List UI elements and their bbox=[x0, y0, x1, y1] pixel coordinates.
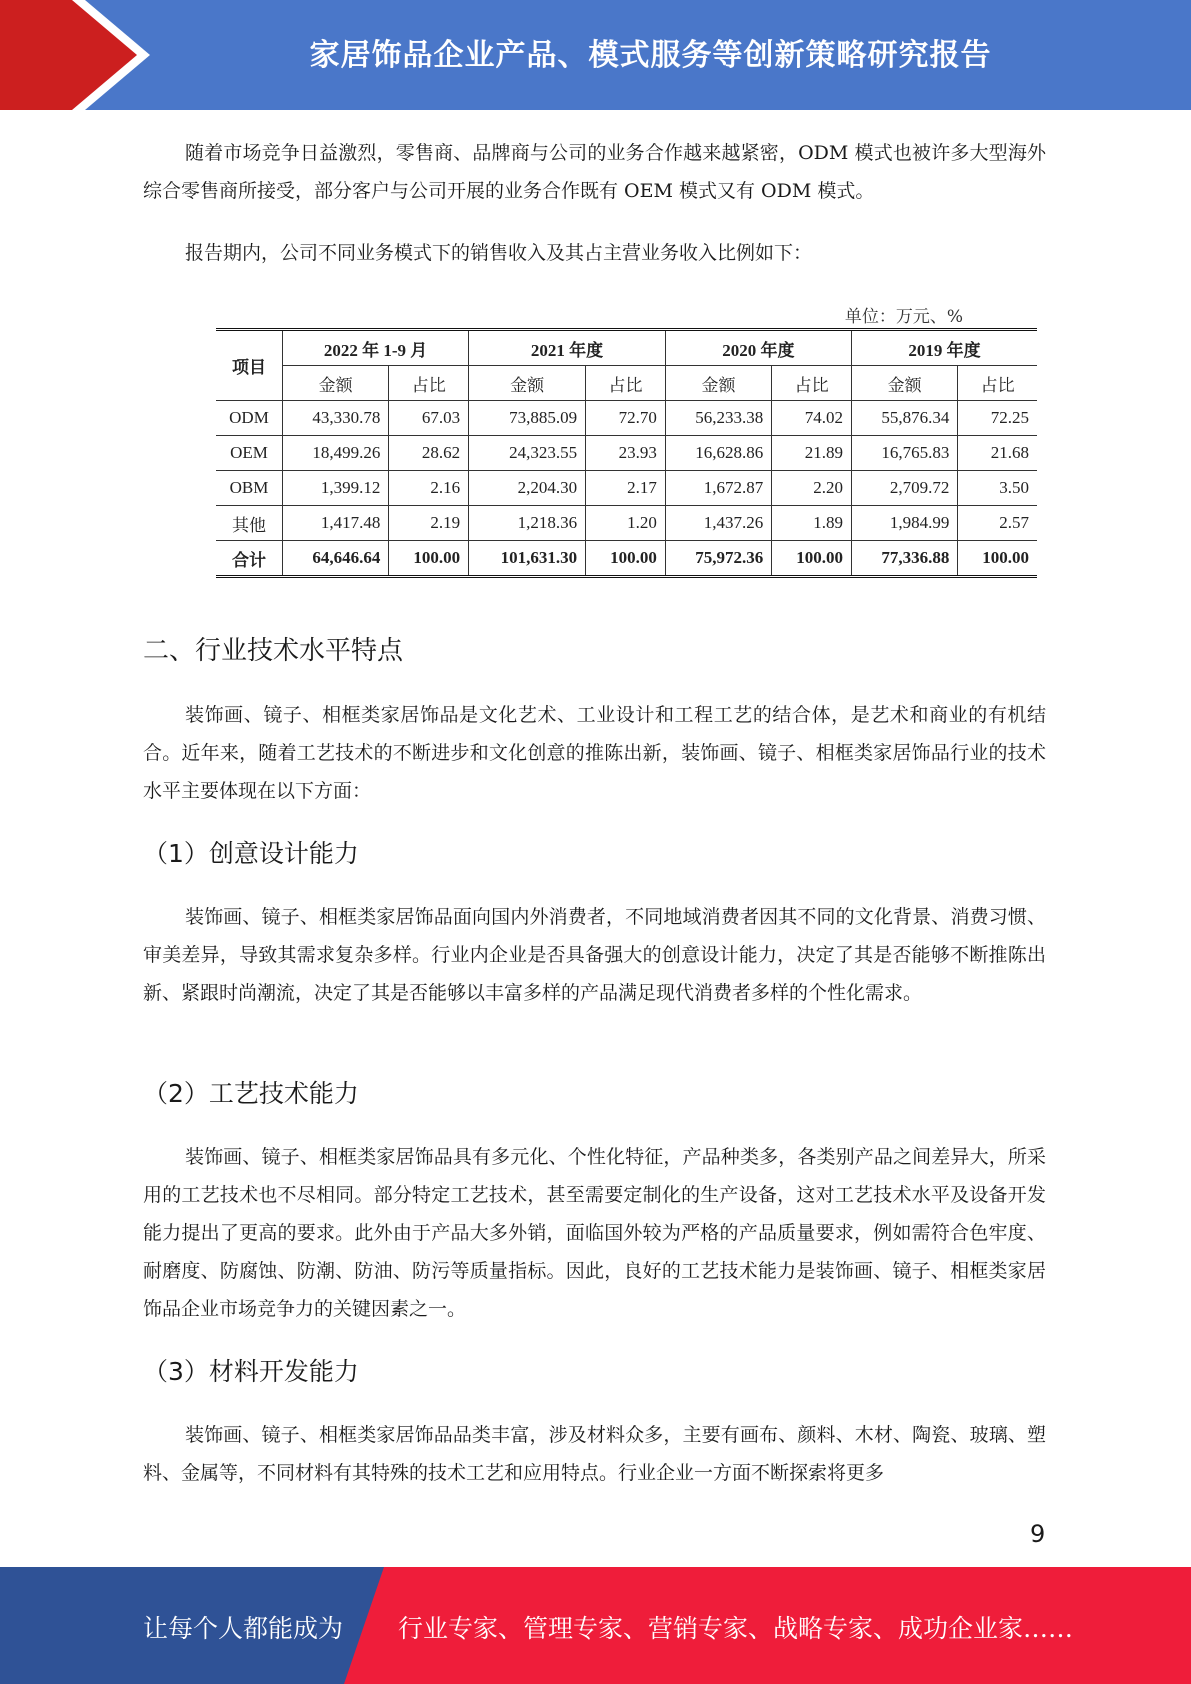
table-cell: 100.00 bbox=[389, 541, 469, 577]
subsection-heading: （3）材料开发能力 bbox=[143, 1357, 359, 1386]
row-label: OEM bbox=[216, 436, 283, 471]
table-cell: 28.62 bbox=[389, 436, 469, 471]
share-header: 占比 bbox=[958, 366, 1037, 401]
subsection-paragraph: 装饰画、镜子、相框类家居饰品面向国内外消费者，不同地域消费者因其不同的文化背景、消费习惯、审美差异，导致其需求复杂多样。行业内企业是否具备强大的创意设计能力，决定了其是否能够不断推陈出新、紧跟时尚潮流，决定了其是否能够以丰富多样的产品满足现代消费者多样的个性化需求。 bbox=[143, 906, 1046, 1004]
table-cell: 21.68 bbox=[958, 436, 1037, 471]
table-cell: 16,628.86 bbox=[665, 436, 771, 471]
table-cell: 64,646.64 bbox=[283, 541, 389, 577]
table-cell: 1,417.48 bbox=[283, 506, 389, 541]
table-cell: 55,876.34 bbox=[851, 401, 957, 436]
table-cell: 23.93 bbox=[586, 436, 666, 471]
share-header: 占比 bbox=[586, 366, 666, 401]
period-header: 2020 年度 bbox=[665, 330, 851, 366]
subsection-paragraph: 装饰画、镜子、相框类家居饰品品类丰富，涉及材料众多，主要有画布、颜料、木材、陶瓷、玻璃、塑料、金属等，不同材料有其特殊的技术工艺和应用特点。行业企业一方面不断探索将更多 bbox=[143, 1424, 1046, 1484]
amount-header: 金额 bbox=[469, 366, 586, 401]
table-cell: 3.50 bbox=[958, 471, 1037, 506]
table-row bbox=[216, 506, 1037, 541]
row-label: OBM bbox=[216, 471, 283, 506]
table-cell: 75,972.36 bbox=[665, 541, 771, 577]
section-heading: 二、行业技术水平特点 bbox=[143, 636, 404, 666]
share-header: 占比 bbox=[772, 366, 852, 401]
table-cell: 77,336.88 bbox=[851, 541, 957, 577]
table-unit-label: 单位：万元、% bbox=[844, 307, 963, 327]
item-header: 项目 bbox=[216, 330, 283, 401]
table-cell: 2,709.72 bbox=[851, 471, 957, 506]
intro-paragraph-1: 随着市场竞争日益激烈，零售商、品牌商与公司的业务合作越来越紧密，ODM 模式也被许多大型海外综合零售商所接受，部分客户与公司开展的业务合作既有 OEM 模式又有 ODM 模式。 bbox=[143, 142, 1046, 202]
table-cell: 1.20 bbox=[586, 506, 666, 541]
table-row bbox=[216, 401, 1037, 436]
table-cell: 2.20 bbox=[772, 471, 852, 506]
table-cell: 43,330.78 bbox=[283, 401, 389, 436]
period-header: 2019 年度 bbox=[851, 330, 1037, 366]
table-cell: 2.19 bbox=[389, 506, 469, 541]
table-cell: 74.02 bbox=[772, 401, 852, 436]
table-cell: 100.00 bbox=[586, 541, 666, 577]
section-paragraph: 装饰画、镜子、相框类家居饰品是文化艺术、工业设计和工程工艺的结合体，是艺术和商业的有机结合。近年来，随着工艺技术的不断进步和文化创意的推陈出新，装饰画、镜子、相框类家居饰品行业的技术水平主要体现在以下方面： bbox=[143, 704, 1046, 802]
table-cell: 2,204.30 bbox=[469, 471, 586, 506]
table-cell: 73,885.09 bbox=[469, 401, 586, 436]
table-cell: 1,672.87 bbox=[665, 471, 771, 506]
footer-slogan-left: 让每个人都能成为 bbox=[143, 1614, 344, 1643]
table-row bbox=[216, 471, 1037, 506]
table-cell: 100.00 bbox=[958, 541, 1037, 577]
table-total-row bbox=[216, 541, 1037, 577]
share-header: 占比 bbox=[389, 366, 469, 401]
table-row bbox=[216, 436, 1037, 471]
table-cell: 2.17 bbox=[586, 471, 666, 506]
row-label: 其他 bbox=[216, 506, 283, 541]
footer-slogan-right: 行业专家、管理专家、营销专家、战略专家、成功企业家…… bbox=[398, 1614, 1074, 1643]
table-cell: 56,233.38 bbox=[665, 401, 771, 436]
page-footer bbox=[0, 1567, 1191, 1684]
table-cell: 16,765.83 bbox=[851, 436, 957, 471]
table-cell: 1,399.12 bbox=[283, 471, 389, 506]
table-cell: 24,323.55 bbox=[469, 436, 586, 471]
amount-header: 金额 bbox=[851, 366, 957, 401]
row-label: 合计 bbox=[216, 541, 283, 577]
table-cell: 101,631.30 bbox=[469, 541, 586, 577]
page-header bbox=[0, 0, 1191, 110]
table-cell: 100.00 bbox=[772, 541, 852, 577]
report-title: 家居饰品企业产品、模式服务等创新策略研究报告 bbox=[309, 38, 992, 73]
table-cell: 2.16 bbox=[389, 471, 469, 506]
subsection-heading: （2）工艺技术能力 bbox=[143, 1079, 359, 1108]
table-cell: 1.89 bbox=[772, 506, 852, 541]
table-cell: 1,437.26 bbox=[665, 506, 771, 541]
table-cell: 2.57 bbox=[958, 506, 1037, 541]
period-header: 2021 年度 bbox=[469, 330, 666, 366]
table-cell: 72.70 bbox=[586, 401, 666, 436]
period-header: 2022 年 1-9 月 bbox=[283, 330, 469, 366]
subsection-heading: （1）创意设计能力 bbox=[143, 839, 359, 868]
subsection-paragraph: 装饰画、镜子、相框类家居饰品具有多元化、个性化特征，产品种类多，各类别产品之间差异大，所采用的工艺技术也不尽相同。部分特定工艺技术，甚至需要定制化的生产设备，这对工艺技术水平及设备开发能力提出了更高的要求。此外由于产品大多外销，面临国外较为严格的产品质量要求，例如需符合色牢度、耐磨度、防腐蚀、防潮、防油、防污等质量指标。因此，良好的工艺技术能力是装饰画、镜子、相框类家居饰品企业市场竞争力的关键因素之一。 bbox=[143, 1146, 1046, 1320]
table-cell: 67.03 bbox=[389, 401, 469, 436]
row-label: ODM bbox=[216, 401, 283, 436]
header-chevron-graphic bbox=[0, 0, 160, 110]
amount-header: 金额 bbox=[665, 366, 771, 401]
sales-revenue-table bbox=[216, 328, 1037, 578]
table-cell: 21.89 bbox=[772, 436, 852, 471]
page-number: 9 bbox=[1030, 1520, 1046, 1548]
table-cell: 1,984.99 bbox=[851, 506, 957, 541]
amount-header: 金额 bbox=[283, 366, 389, 401]
intro-paragraph-2: 报告期内，公司不同业务模式下的销售收入及其占主营业务收入比例如下： bbox=[185, 242, 813, 264]
table-cell: 1,218.36 bbox=[469, 506, 586, 541]
table-cell: 18,499.26 bbox=[283, 436, 389, 471]
table-cell: 72.25 bbox=[958, 401, 1037, 436]
